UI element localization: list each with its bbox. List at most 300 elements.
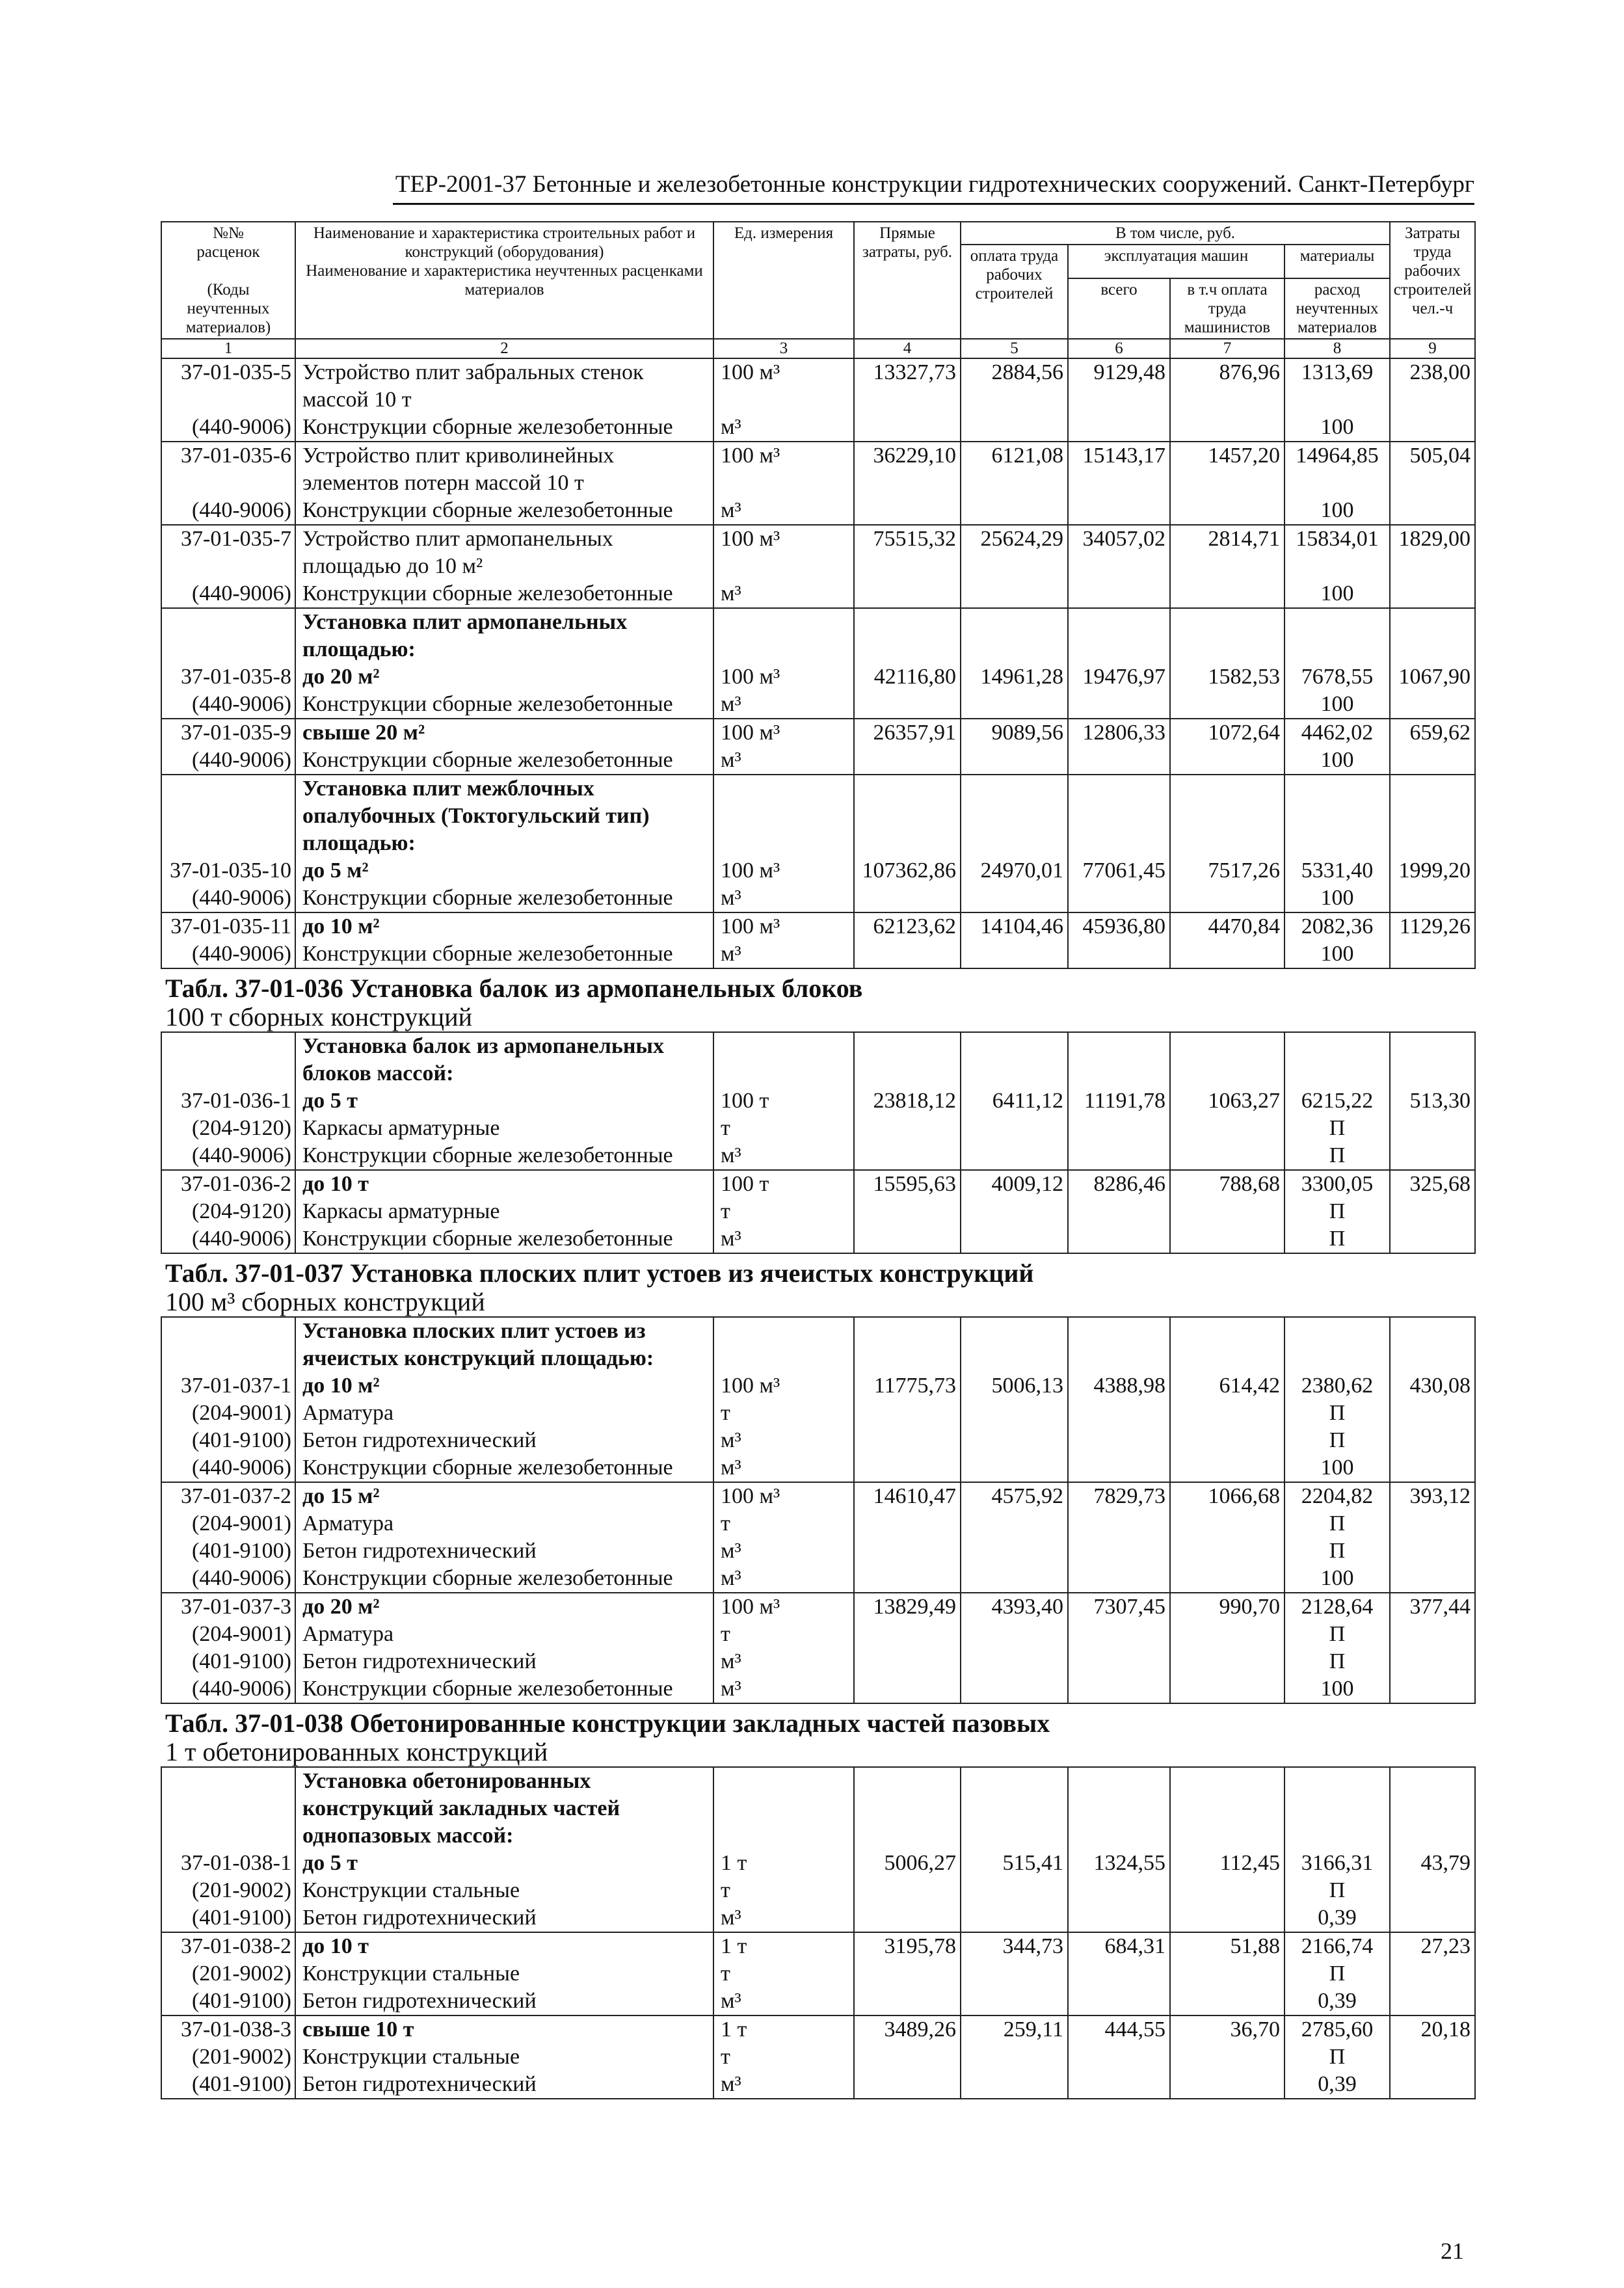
table-section-title: [161, 1703, 1475, 1767]
direct-cost: [854, 1537, 961, 1565]
labor-hours: [1390, 691, 1475, 719]
machinist-wage: 7517,26: [1170, 857, 1285, 885]
unit: 100 м³: [713, 857, 854, 885]
labor-hours: [1390, 2071, 1475, 2099]
machine-cost: 684,31: [1068, 1932, 1170, 1960]
col-header-materials: материалы: [1285, 245, 1390, 278]
labor-hours: 1129,26: [1390, 912, 1475, 940]
direct-cost: [854, 1565, 961, 1593]
worker-wage: [961, 940, 1068, 968]
worker-wage: [961, 1142, 1068, 1170]
worker-wage: [961, 1621, 1068, 1648]
worker-wage: 259,11: [961, 2015, 1068, 2043]
unit: т: [713, 1198, 854, 1225]
work-name: Установка плит межблочных опалубочных (Токтогульский тип) площадью:: [295, 775, 713, 857]
machine-cost: [1068, 1565, 1170, 1593]
unit: [713, 1317, 854, 1372]
labor-hours: [1390, 1510, 1475, 1537]
col-number: 4: [854, 339, 961, 358]
unit: м³: [713, 885, 854, 912]
worker-wage: [961, 1565, 1068, 1593]
machinist-wage: 990,70: [1170, 1593, 1285, 1621]
work-name: до 20 м²: [295, 1593, 713, 1621]
direct-cost: [854, 1142, 961, 1170]
worker-wage: [961, 1400, 1068, 1427]
unit: [713, 608, 854, 663]
machine-cost: 12806,33: [1068, 719, 1170, 747]
machinist-wage: 112,45: [1170, 1850, 1285, 1877]
machinist-wage: [1170, 885, 1285, 912]
labor-hours: [1390, 1032, 1475, 1087]
work-name: Конструкции сборные железобетонные: [295, 497, 713, 525]
rate-code: 37-01-038-2: [161, 1932, 295, 1960]
work-name: Конструкции сборные железобетонные: [295, 414, 713, 442]
machinist-wage: [1170, 1904, 1285, 1932]
rate-code: 37-01-037-1: [161, 1372, 295, 1400]
section-subtitle: 100 т сборных конструкций: [165, 1002, 473, 1031]
materials-cost: 14964,85: [1285, 442, 1390, 497]
table-row: [161, 663, 1475, 691]
table-row: [161, 1904, 1475, 1932]
unit: м³: [713, 1675, 854, 1703]
unit: м³: [713, 747, 854, 775]
work-name: Конструкции сборные железобетонные: [295, 1454, 713, 1482]
table-row: [161, 1400, 1475, 1427]
work-name: до 15 м²: [295, 1482, 713, 1510]
worker-wage: 4393,40: [961, 1593, 1068, 1621]
machine-cost: [1068, 1675, 1170, 1703]
worker-wage: 9089,56: [961, 719, 1068, 747]
direct-cost: 62123,62: [854, 912, 961, 940]
work-name: Арматура: [295, 1400, 713, 1427]
machine-cost: [1068, 1537, 1170, 1565]
work-name: до 5 м²: [295, 857, 713, 885]
rate-code: [161, 1032, 295, 1087]
table-row: [161, 1877, 1475, 1904]
table-row: [161, 1621, 1475, 1648]
labor-hours: 27,23: [1390, 1932, 1475, 1960]
work-name: свыше 10 т: [295, 2015, 713, 2043]
unit: т: [713, 2043, 854, 2071]
direct-cost: [854, 1621, 961, 1648]
table-row: [161, 414, 1475, 442]
labor-hours: [1390, 580, 1475, 608]
materials-cost: [1285, 1317, 1390, 1372]
worker-wage: [961, 1767, 1068, 1850]
machinist-wage: 51,88: [1170, 1932, 1285, 1960]
machinist-wage: [1170, 1142, 1285, 1170]
materials-cost: 15834,01: [1285, 525, 1390, 580]
work-name: Устройство плит армопанельных площадью до 10 м²: [295, 525, 713, 580]
machine-cost: [1068, 1198, 1170, 1225]
direct-cost: [854, 885, 961, 912]
rate-code: (204-9001): [161, 1510, 295, 1537]
rate-code: 37-01-038-1: [161, 1850, 295, 1877]
machinist-wage: 1066,68: [1170, 1482, 1285, 1510]
col-header-material-consumption: расход неучтенных материалов: [1285, 278, 1390, 339]
col-number: 9: [1390, 339, 1475, 358]
machine-cost: 19476,97: [1068, 663, 1170, 691]
machine-cost: [1068, 1032, 1170, 1087]
direct-cost: 26357,91: [854, 719, 961, 747]
machine-cost: [1068, 1317, 1170, 1372]
work-name: Устройство плит криволинейных элементов потерн массой 10 т: [295, 442, 713, 497]
labor-hours: 505,04: [1390, 442, 1475, 497]
machinist-wage: [1170, 1317, 1285, 1372]
work-name: свыше 20 м²: [295, 719, 713, 747]
machinist-wage: [1170, 1454, 1285, 1482]
materials-cost: [1285, 775, 1390, 857]
worker-wage: 6411,12: [961, 1087, 1068, 1115]
unit: м³: [713, 940, 854, 968]
machine-cost: [1068, 1960, 1170, 1988]
materials-cost: П: [1285, 1960, 1390, 1988]
machinist-wage: [1170, 1960, 1285, 1988]
direct-cost: [854, 1648, 961, 1675]
labor-hours: 393,12: [1390, 1482, 1475, 1510]
rate-code: 37-01-035-5: [161, 358, 295, 414]
work-name: Бетон гидротехнический: [295, 2071, 713, 2099]
unit: т: [713, 1115, 854, 1142]
machinist-wage: [1170, 747, 1285, 775]
rate-code: (440-9006): [161, 1142, 295, 1170]
worker-wage: 5006,13: [961, 1372, 1068, 1400]
machine-cost: [1068, 1621, 1170, 1648]
table-row: [161, 1537, 1475, 1565]
labor-hours: [1390, 1675, 1475, 1703]
machine-cost: [1068, 1115, 1170, 1142]
unit: 1 т: [713, 2015, 854, 2043]
table-row: [161, 1988, 1475, 2015]
worker-wage: [961, 1317, 1068, 1372]
machinist-wage: 36,70: [1170, 2015, 1285, 2043]
worker-wage: 2884,56: [961, 358, 1068, 414]
direct-cost: [854, 1400, 961, 1427]
direct-cost: 15595,63: [854, 1170, 961, 1198]
page-number: 21: [1441, 2238, 1464, 2264]
direct-cost: 13829,49: [854, 1593, 961, 1621]
materials-cost: 100: [1285, 691, 1390, 719]
machine-cost: [1068, 580, 1170, 608]
work-name: Конструкции стальные: [295, 1877, 713, 1904]
direct-cost: [854, 1510, 961, 1537]
unit: т: [713, 1960, 854, 1988]
direct-cost: 13327,73: [854, 358, 961, 414]
table-row: [161, 1170, 1475, 1198]
unit: 100 м³: [713, 525, 854, 580]
unit: м³: [713, 497, 854, 525]
rate-code: [161, 775, 295, 857]
labor-hours: 325,68: [1390, 1170, 1475, 1198]
labor-hours: [1390, 1565, 1475, 1593]
direct-cost: 14610,47: [854, 1482, 961, 1510]
table-row: [161, 1510, 1475, 1537]
machinist-wage: [1170, 1648, 1285, 1675]
table-section-title: [161, 968, 1475, 1032]
materials-cost: 2128,64: [1285, 1593, 1390, 1621]
direct-cost: [854, 1675, 961, 1703]
unit: м³: [713, 1648, 854, 1675]
table-row: [161, 1032, 1475, 1087]
worker-wage: [961, 608, 1068, 663]
table-row: [161, 1932, 1475, 1960]
machinist-wage: [1170, 1565, 1285, 1593]
labor-hours: [1390, 1960, 1475, 1988]
labor-hours: [1390, 1400, 1475, 1427]
rate-code: (201-9002): [161, 1877, 295, 1904]
worker-wage: [961, 497, 1068, 525]
section-title: Табл. 37-01-037 Установка плоских плит устоев из ячеистых конструкций: [165, 1258, 1034, 1288]
col-number: 7: [1170, 339, 1285, 358]
rate-code: (204-9120): [161, 1115, 295, 1142]
machine-cost: [1068, 1400, 1170, 1427]
col-number: 2: [295, 339, 713, 358]
rate-code: [161, 1317, 295, 1372]
materials-cost: П: [1285, 1400, 1390, 1427]
labor-hours: [1390, 1877, 1475, 1904]
materials-cost: 100: [1285, 885, 1390, 912]
machine-cost: 11191,78: [1068, 1087, 1170, 1115]
rate-code: 37-01-036-1: [161, 1087, 295, 1115]
machinist-wage: [1170, 1032, 1285, 1087]
table-row: [161, 691, 1475, 719]
col-header-machinist-wage: в т.ч оплата труда машинистов: [1170, 278, 1285, 339]
unit: 100 м³: [713, 719, 854, 747]
machinist-wage: 4470,84: [1170, 912, 1285, 940]
labor-hours: [1390, 775, 1475, 857]
worker-wage: [961, 580, 1068, 608]
direct-cost: [854, 2071, 961, 2099]
work-name: Арматура: [295, 1510, 713, 1537]
materials-cost: П: [1285, 1648, 1390, 1675]
rate-code: (440-9006): [161, 497, 295, 525]
worker-wage: [961, 414, 1068, 442]
direct-cost: [854, 1317, 961, 1372]
machinist-wage: [1170, 1510, 1285, 1537]
work-name: Конструкции сборные железобетонные: [295, 747, 713, 775]
table-row: [161, 1087, 1475, 1115]
work-name: Конструкции сборные железобетонные: [295, 691, 713, 719]
rate-code: (201-9002): [161, 2043, 295, 2071]
rate-code: (401-9100): [161, 2071, 295, 2099]
direct-cost: [854, 1032, 961, 1087]
worker-wage: [961, 1115, 1068, 1142]
labor-hours: [1390, 1317, 1475, 1372]
unit: м³: [713, 1988, 854, 2015]
machine-cost: [1068, 1427, 1170, 1454]
machinist-wage: 1457,20: [1170, 442, 1285, 497]
table-row: [161, 497, 1475, 525]
work-name: Конструкции сборные железобетонные: [295, 580, 713, 608]
direct-cost: [854, 1904, 961, 1932]
table-row: [161, 1198, 1475, 1225]
rate-code: (440-9006): [161, 747, 295, 775]
materials-cost: 6215,22: [1285, 1087, 1390, 1115]
machine-cost: 45936,80: [1068, 912, 1170, 940]
unit: 100 т: [713, 1170, 854, 1198]
work-name: до 10 м²: [295, 1372, 713, 1400]
materials-cost: П: [1285, 1537, 1390, 1565]
machinist-wage: [1170, 1198, 1285, 1225]
worker-wage: [961, 1877, 1068, 1904]
materials-cost: П: [1285, 1877, 1390, 1904]
work-name: до 10 м²: [295, 912, 713, 940]
unit: м³: [713, 1454, 854, 1482]
labor-hours: [1390, 1115, 1475, 1142]
unit: м³: [713, 1904, 854, 1932]
machine-cost: [1068, 940, 1170, 968]
machinist-wage: [1170, 1225, 1285, 1253]
materials-cost: 2204,82: [1285, 1482, 1390, 1510]
machine-cost: 34057,02: [1068, 525, 1170, 580]
direct-cost: [854, 1454, 961, 1482]
machinist-wage: [1170, 1400, 1285, 1427]
col-header-machines-total: всего: [1068, 278, 1170, 339]
labor-hours: [1390, 940, 1475, 968]
machine-cost: [1068, 497, 1170, 525]
materials-cost: 100: [1285, 414, 1390, 442]
machine-cost: [1068, 1904, 1170, 1932]
machine-cost: [1068, 1648, 1170, 1675]
machinist-wage: [1170, 2071, 1285, 2099]
materials-cost: 2082,36: [1285, 912, 1390, 940]
machinist-wage: 1582,53: [1170, 663, 1285, 691]
rates-table: [161, 221, 1476, 2099]
header-rule: [393, 203, 1474, 205]
worker-wage: [961, 1648, 1068, 1675]
machine-cost: 8286,46: [1068, 1170, 1170, 1198]
machinist-wage: 614,42: [1170, 1372, 1285, 1400]
section-title-cell: [161, 968, 1475, 1032]
labor-hours: 659,62: [1390, 719, 1475, 747]
col-header-unit: Ед. измерения: [713, 222, 854, 339]
labor-hours: 238,00: [1390, 358, 1475, 414]
table-section-title: [161, 1253, 1475, 1317]
labor-hours: 1829,00: [1390, 525, 1475, 580]
work-name: Конструкции сборные железобетонные: [295, 1225, 713, 1253]
machinist-wage: [1170, 497, 1285, 525]
table-row: [161, 1225, 1475, 1253]
direct-cost: [854, 1427, 961, 1454]
unit: т: [713, 1510, 854, 1537]
labor-hours: [1390, 1904, 1475, 1932]
col-number: 6: [1068, 339, 1170, 358]
materials-cost: 100: [1285, 497, 1390, 525]
col-header-wage: оплата труда рабочих строителей: [961, 245, 1068, 339]
labor-hours: [1390, 1225, 1475, 1253]
labor-hours: [1390, 2043, 1475, 2071]
table-row: [161, 1675, 1475, 1703]
direct-cost: [854, 1988, 961, 2015]
table-row: [161, 2043, 1475, 2071]
unit: м³: [713, 1225, 854, 1253]
materials-cost: П: [1285, 1510, 1390, 1537]
rate-code: (440-9006): [161, 940, 295, 968]
unit: т: [713, 1877, 854, 1904]
direct-cost: [854, 580, 961, 608]
rate-code: (440-9006): [161, 691, 295, 719]
worker-wage: [961, 1960, 1068, 1988]
section-title-cell: [161, 1253, 1475, 1317]
worker-wage: [961, 1198, 1068, 1225]
labor-hours: [1390, 1454, 1475, 1482]
labor-hours: [1390, 1767, 1475, 1850]
machine-cost: 15143,17: [1068, 442, 1170, 497]
machine-cost: [1068, 2071, 1170, 2099]
work-name: Бетон гидротехнический: [295, 1427, 713, 1454]
machinist-wage: [1170, 1767, 1285, 1850]
col-header-code: №№ расценок (Коды неучтенных материалов): [161, 222, 295, 339]
machinist-wage: 1063,27: [1170, 1087, 1285, 1115]
worker-wage: 344,73: [961, 1932, 1068, 1960]
direct-cost: [854, 2043, 961, 2071]
worker-wage: [961, 1675, 1068, 1703]
rate-code: (440-9006): [161, 885, 295, 912]
machine-cost: [1068, 414, 1170, 442]
rate-code: (401-9100): [161, 1988, 295, 2015]
rate-code: 37-01-035-10: [161, 857, 295, 885]
unit: 100 м³: [713, 912, 854, 940]
machine-cost: [1068, 1454, 1170, 1482]
table-row: [161, 1960, 1475, 1988]
table-row: [161, 1372, 1475, 1400]
materials-cost: 7678,55: [1285, 663, 1390, 691]
work-name: Установка плит армопанельных площадью:: [295, 608, 713, 663]
work-name: Бетон гидротехнический: [295, 1988, 713, 2015]
worker-wage: [961, 775, 1068, 857]
rate-code: (204-9001): [161, 1400, 295, 1427]
labor-hours: 1999,20: [1390, 857, 1475, 885]
materials-cost: 2785,60: [1285, 2015, 1390, 2043]
rate-code: (440-9006): [161, 1565, 295, 1593]
table-row: [161, 1850, 1475, 1877]
direct-cost: [854, 1960, 961, 1988]
work-name: до 5 т: [295, 1850, 713, 1877]
rate-code: 37-01-035-8: [161, 663, 295, 691]
machine-cost: [1068, 608, 1170, 663]
table-row: [161, 1142, 1475, 1170]
materials-cost: 1313,69: [1285, 358, 1390, 414]
unit: м³: [713, 1565, 854, 1593]
direct-cost: 107362,86: [854, 857, 961, 885]
materials-cost: [1285, 1767, 1390, 1850]
section-subtitle: 100 м³ сборных конструкций: [165, 1287, 485, 1316]
machine-cost: [1068, 2043, 1170, 2071]
worker-wage: [961, 1904, 1068, 1932]
direct-cost: [854, 497, 961, 525]
rate-code: 37-01-038-3: [161, 2015, 295, 2043]
rate-code: (401-9100): [161, 1427, 295, 1454]
worker-wage: 25624,29: [961, 525, 1068, 580]
table-row: [161, 1648, 1475, 1675]
materials-cost: П: [1285, 1115, 1390, 1142]
work-name: Каркасы арматурные: [295, 1115, 713, 1142]
materials-cost: 3300,05: [1285, 1170, 1390, 1198]
machine-cost: [1068, 885, 1170, 912]
labor-hours: [1390, 1537, 1475, 1565]
machinist-wage: 1072,64: [1170, 719, 1285, 747]
work-name: Бетон гидротехнический: [295, 1648, 713, 1675]
machine-cost: 1324,55: [1068, 1850, 1170, 1877]
work-name: до 5 т: [295, 1087, 713, 1115]
worker-wage: 6121,08: [961, 442, 1068, 497]
worker-wage: 14104,46: [961, 912, 1068, 940]
work-name: Каркасы арматурные: [295, 1198, 713, 1225]
table-row: [161, 1565, 1475, 1593]
table-row: [161, 747, 1475, 775]
unit: м³: [713, 1537, 854, 1565]
machinist-wage: 788,68: [1170, 1170, 1285, 1198]
